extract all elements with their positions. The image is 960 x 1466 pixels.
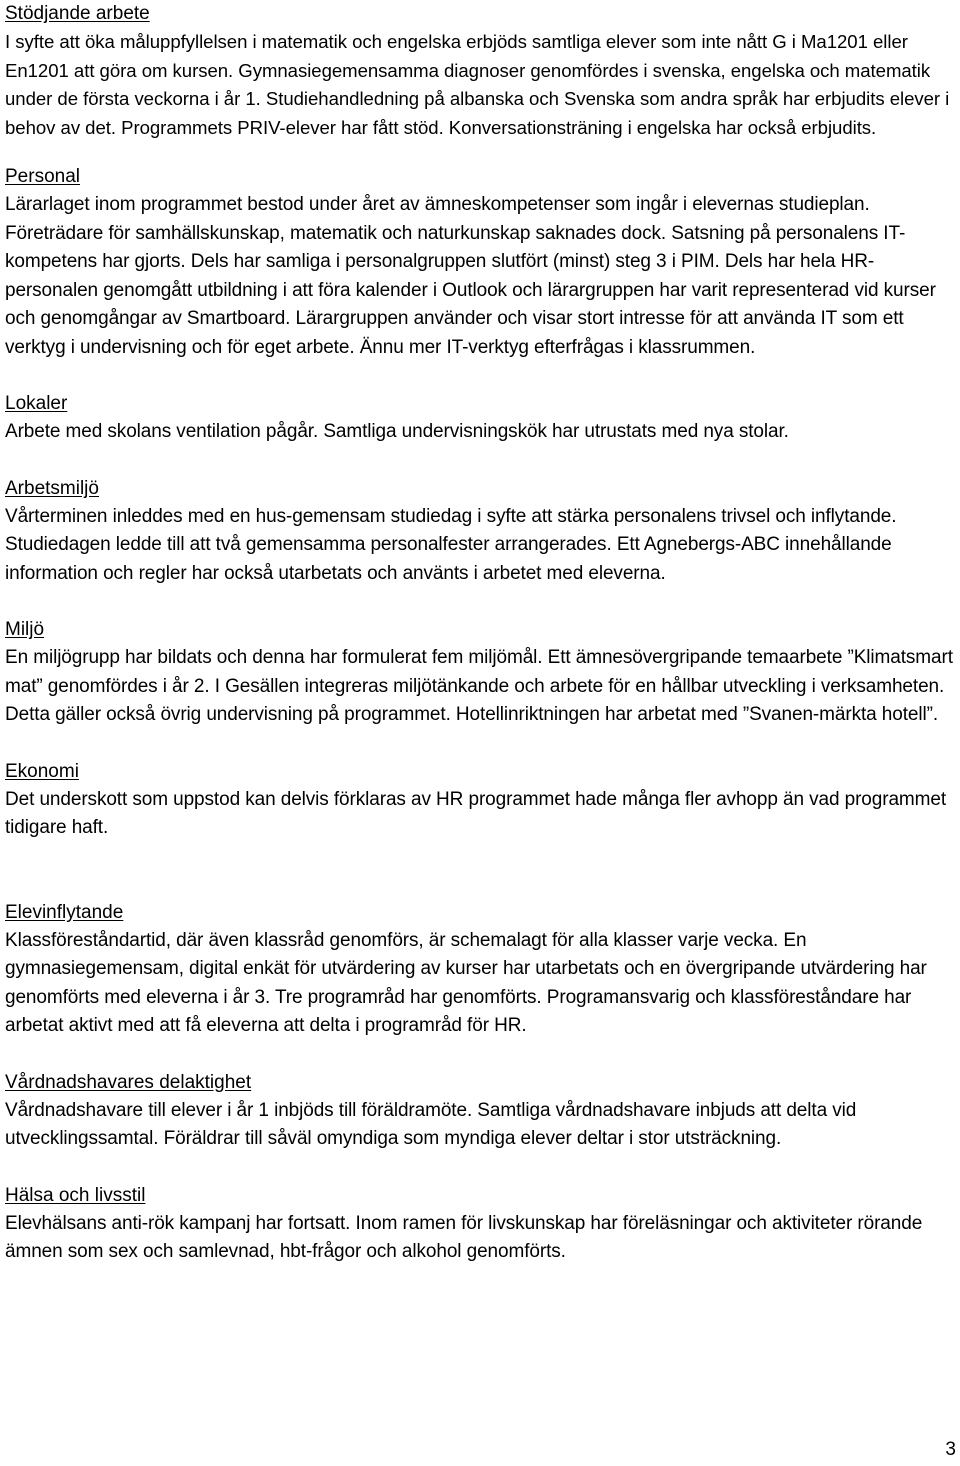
page-number: 3 xyxy=(945,1439,956,1460)
section-heading: Lokaler xyxy=(5,393,68,414)
section-paragraph: En miljögrupp har bildats och denna har formulerat fem miljömål. Ett ämnesövergripande temaarbete ”Klimatsmart mat” genomfördes i år 2. I Gesällen integreras miljötänkande och arbete för en hållbar utveckling i verksamheten. Detta gäller också övrig undervisning på programmet. Hotellinriktningen har arbetat med ”Svanen-märkta hotell”. xyxy=(5,647,953,725)
section-heading: Stödjande arbete xyxy=(5,3,150,24)
section-halsa-och-livsstil xyxy=(5,1182,957,1267)
section-heading: Hälsa och livsstil xyxy=(5,1184,146,1206)
section-paragraph: Vårterminen inleddes med en hus-gemensam studiedag i syfte att stärka personalens trivsel och inflytande. Studiedagen ledde till att två gemensamma personalfester arrangerades. Ett Agnebergs-ABC innehållande information och regler har också utarbetats och använts i arbetet med eleverna. xyxy=(5,505,897,584)
section-arbetsmiljo xyxy=(5,475,957,589)
section-heading: Ekonomi xyxy=(5,760,79,782)
section-heading: Arbetsmiljö xyxy=(5,477,99,499)
document-page xyxy=(5,0,957,1267)
section-elevinflytande xyxy=(5,899,957,1041)
section-stodjande-arbete xyxy=(5,0,957,142)
section-ekonomi xyxy=(5,758,957,843)
section-paragraph: Elevhälsans anti-rök kampanj har fortsatt. Inom ramen för livskunskap har föreläsningar och aktiviteter rörande ämnen som sex och samlevnad, hbt-frågor och alkohol genomförts. xyxy=(5,1212,923,1262)
section-heading: Elevinflytande xyxy=(5,901,124,923)
section-miljo xyxy=(5,616,957,730)
section-paragraph: Lärarlaget inom programmet bestod under året av ämneskompetenser som ingår i elevernas studieplan. Företrädare för samhällskunskap, matematik och naturkunskap saknades dock. Satsning på personalens IT-kompetens har gjorts. Dels har samliga i personalgruppen slutfört (minst) steg 3 i PIM. Dels har hela HR-personalen genomgått utbildning i att föra kalender i Outlook och lärargruppen har varit representerad vid kurser och genomgångar av Smartboard. Lärargruppen använder och visar stort intresse för att använda IT som ett verktyg i undervisning och för eget arbete. Ännu mer IT-verktyg efterfrågas i klassrummen. xyxy=(5,194,936,358)
section-heading: Miljö xyxy=(5,619,45,640)
section-heading: Vårdnadshavares delaktighet xyxy=(5,1071,252,1093)
section-paragraph: Vårdnadshavare till elever i år 1 inbjöds till föräldramöte. Samtliga vårdnadshavare inbjuds att delta vid utvecklingssamtal. Föräldrar till såväl omyndiga som myndiga elever deltar i stor utsträckning. xyxy=(5,1099,857,1149)
section-heading: Personal xyxy=(5,166,80,187)
section-paragraph: Arbete med skolans ventilation pågår. Samtliga undervisningskök har utrustats med nya stolar. xyxy=(5,421,789,442)
section-vardnadshavares-delaktighet xyxy=(5,1069,957,1154)
section-paragraph: Klassföreståndartid, där även klassråd genomförs, är schemalagt för alla klasser varje vecka. En gymnasiegemensam, digital enkät för utvärdering av kurser har utarbetats och en övergripande utvärdering har genomförts med eleverna i år 3. Tre programråd har genomförts. Programansvarig och klassföreståndare har arbetat aktivt med att få eleverna att delta i programråd för HR. xyxy=(5,929,927,1036)
section-paragraph: I syfte att öka måluppfyllelsen i matematik och engelska erbjöds samtliga elever som inte nått G i Ma1201 eller En1201 att göra om kursen. Gymnasiegemensamma diagnoser genomfördes i svenska, engelska och matematik under de första veckorna i år 1. Studiehandledning på albanska och Svenska som andra språk har erbjudits elever i behov av det. Programmets PRIV-elever har fått stöd. Konversationsträning i engelska har också erbjudits. xyxy=(5,31,950,138)
section-paragraph: Det underskott som uppstod kan delvis förklaras av HR programmet hade många fler avhopp än vad programmet tidigare haft. xyxy=(5,788,947,838)
section-personal xyxy=(5,163,957,362)
section-lokaler xyxy=(5,390,957,447)
